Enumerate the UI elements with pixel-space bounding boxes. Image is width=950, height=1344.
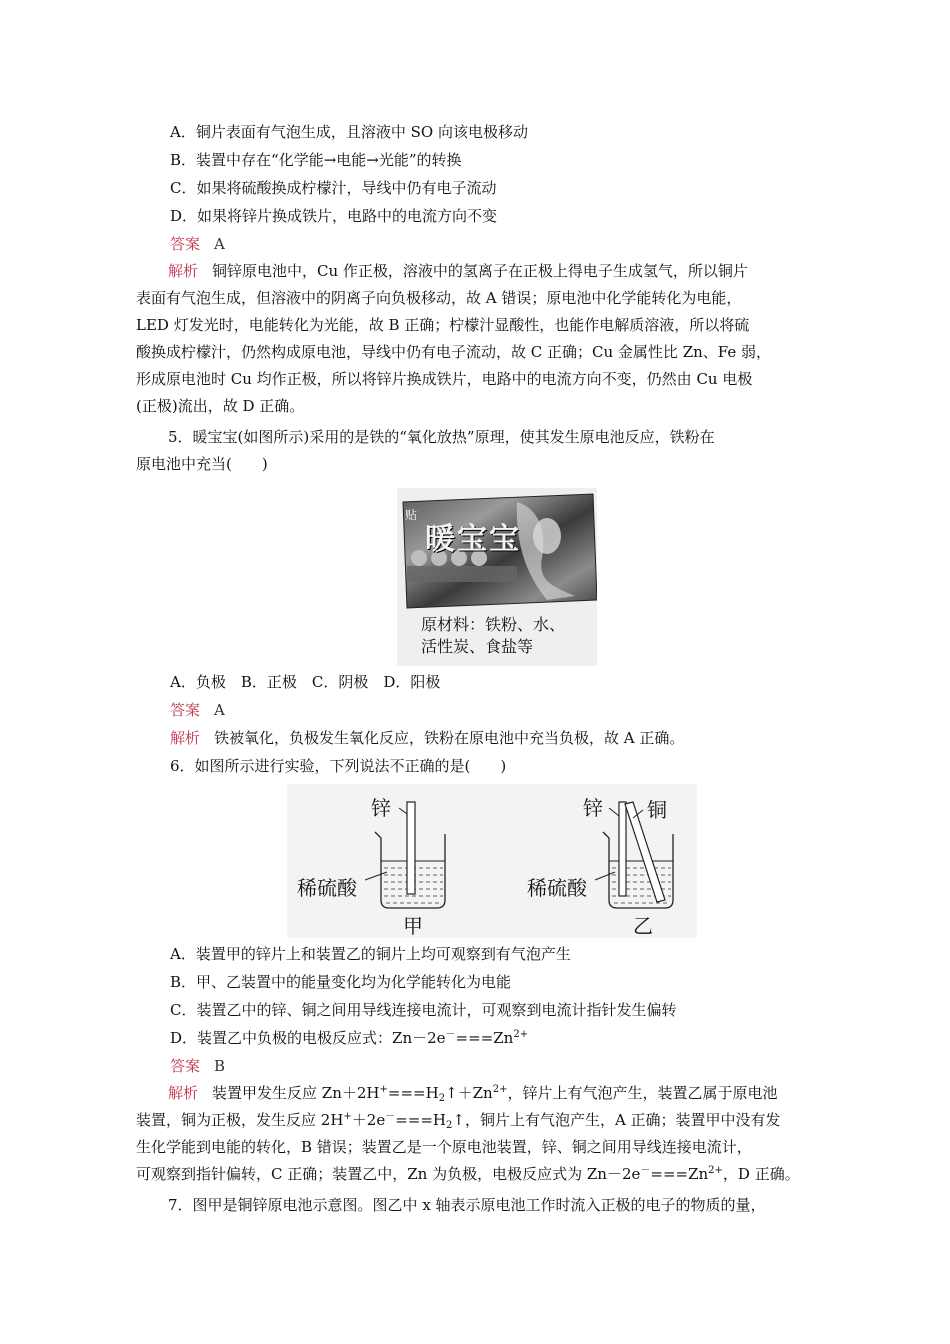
answer-label: 答案 bbox=[170, 701, 201, 719]
answer-value: B bbox=[214, 1057, 226, 1075]
q7-stem bbox=[136, 1192, 824, 1219]
zinc-strip-jia bbox=[407, 802, 415, 894]
heat-pack-caption bbox=[421, 614, 565, 658]
label-acid-yi: 稀硫酸 bbox=[527, 876, 587, 900]
q6-option-a: A．装置甲的锌片上和装置乙的铜片上均可观察到有气泡产生 bbox=[170, 945, 571, 963]
caption-line: 活性炭、食盐等 bbox=[421, 637, 534, 656]
q5-answer bbox=[170, 700, 225, 720]
q5-stem bbox=[136, 424, 824, 478]
q6-option-b: B．甲、乙装置中的能量变化均为化学能转化为电能 bbox=[170, 973, 512, 991]
beaker-diagram bbox=[287, 784, 697, 938]
q6-analysis: 解析 装置甲发生反应 $Zn+2H^+===H_2↑+Zn^{2+}$，锌片上有气泡产生，装置乙属于原电池 装置，铜为正极，发生反应 $2H^++2e^-===H_2↑$，铜片上有气泡产生，A 正确；装置甲中没有发 生化学能到电能的转化，B 错误；装置乙是一个原电池装置，锌、铜之间用导线连接电流计， 可观察到指针偏转，C 正确；装置乙中，Zn 为负极，电极反应式为 $Zn-2e^-===Zn^{2+}$，D 正确。 bbox=[136, 1080, 824, 1188]
caption-line: 原材料：铁粉、水、 bbox=[421, 615, 566, 634]
analysis-text: 铁被氧化，负极发生氧化反应，铁粉在原电池中充当负极，故 A 正确。 bbox=[214, 729, 685, 747]
answer-label: 答案 bbox=[170, 235, 201, 253]
q6-option-d: D．装置乙中负极的电极反应式：$Zn-2e^-===Zn^{2+}$ bbox=[170, 1029, 529, 1047]
q6-stem: 6．如图所示进行实验，下列说法不正确的是( ) bbox=[170, 757, 507, 775]
label-jia: 甲 bbox=[403, 914, 423, 938]
label-zinc-yi: 锌 bbox=[583, 796, 603, 820]
answer-label: 答案 bbox=[170, 1057, 201, 1075]
heat-pack-title: 暖宝宝 bbox=[425, 522, 521, 557]
q5-analysis bbox=[170, 728, 684, 748]
label-yi: 乙 bbox=[633, 914, 653, 938]
heat-pack-image bbox=[397, 488, 597, 666]
q4-option-d: D．如果将锌片换成铁片，电路中的电流方向不变 bbox=[170, 207, 498, 225]
label-copper-yi: 铜 bbox=[647, 798, 667, 822]
q6-answer bbox=[170, 1056, 225, 1076]
label-acid-jia: 稀硫酸 bbox=[297, 876, 357, 900]
analysis-line: 形成原电池时 Cu 均作正极，所以将锌片换成铁片，电路中的电流方向不变，仍然由 Cu 电极 bbox=[136, 370, 753, 388]
q4-answer bbox=[170, 234, 225, 254]
q4-option-b: B．装置中存在“化学能→电能→光能”的转换 bbox=[170, 151, 462, 169]
q6-option-c: C．装置乙中的锌、铜之间用导线连接电流计，可观察到电流计指针发生偏转 bbox=[170, 1001, 677, 1019]
heat-pack-brand: 贴 bbox=[405, 508, 418, 522]
zinc-strip-yi bbox=[619, 802, 626, 896]
q5-stem-line: 5．暖宝宝(如图所示)采用的是铁的“氧化放热”原理，使其发生原电池反应，铁粉在 bbox=[168, 428, 715, 446]
analysis-label: 解析 bbox=[168, 262, 199, 280]
analysis-line: 生化学能到电能的转化，B 错误；装置乙是一个原电池装置，锌、铜之间用导线连接电流计， bbox=[136, 1138, 752, 1156]
analysis-label: 解析 bbox=[168, 1084, 199, 1102]
answer-value: A bbox=[214, 701, 225, 719]
answer-value: A bbox=[214, 235, 225, 253]
q4-option-c: C．如果将硫酸换成柠檬汁，导线中仍有电子流动 bbox=[170, 179, 497, 197]
analysis-label: 解析 bbox=[170, 729, 201, 747]
q4-option-a: A．铜片表面有气泡生成，且溶液中 SO 向该电极移动 bbox=[170, 123, 528, 141]
q4-analysis bbox=[136, 258, 824, 420]
analysis-line: (正极)流出，故 D 正确。 bbox=[136, 397, 305, 415]
q5-options: A．负极 B．正极 C．阴极 D．阳极 bbox=[170, 673, 441, 691]
analysis-line: 酸换成柠檬汁，仍然构成原电池，导线中仍有电子流动，故 C 正确；Cu 金属性比 Zn、Fe 弱， bbox=[136, 343, 772, 361]
analysis-line: 铜锌原电池中，Cu 作正极，溶液中的氢离子在正极上得电子生成氢气，所以铜片 bbox=[212, 262, 748, 280]
q5-stem-line: 原电池中充当( ) bbox=[136, 455, 268, 473]
analysis-line: LED 灯发光时，电能转化为光能，故 B 正确；柠檬汁显酸性，也能作电解质溶液，所以将硫 bbox=[136, 316, 750, 334]
q7-stem-line: 7．图甲是铜锌原电池示意图。图乙中 x 轴表示原电池工作时流入正极的电子的物质的量， bbox=[168, 1196, 766, 1214]
analysis-line: 表面有气泡生成，但溶液中的阴离子向负极移动，故 A 错误；原电池中化学能转化为电能， bbox=[136, 289, 742, 307]
label-zinc-jia: 锌 bbox=[371, 796, 391, 820]
